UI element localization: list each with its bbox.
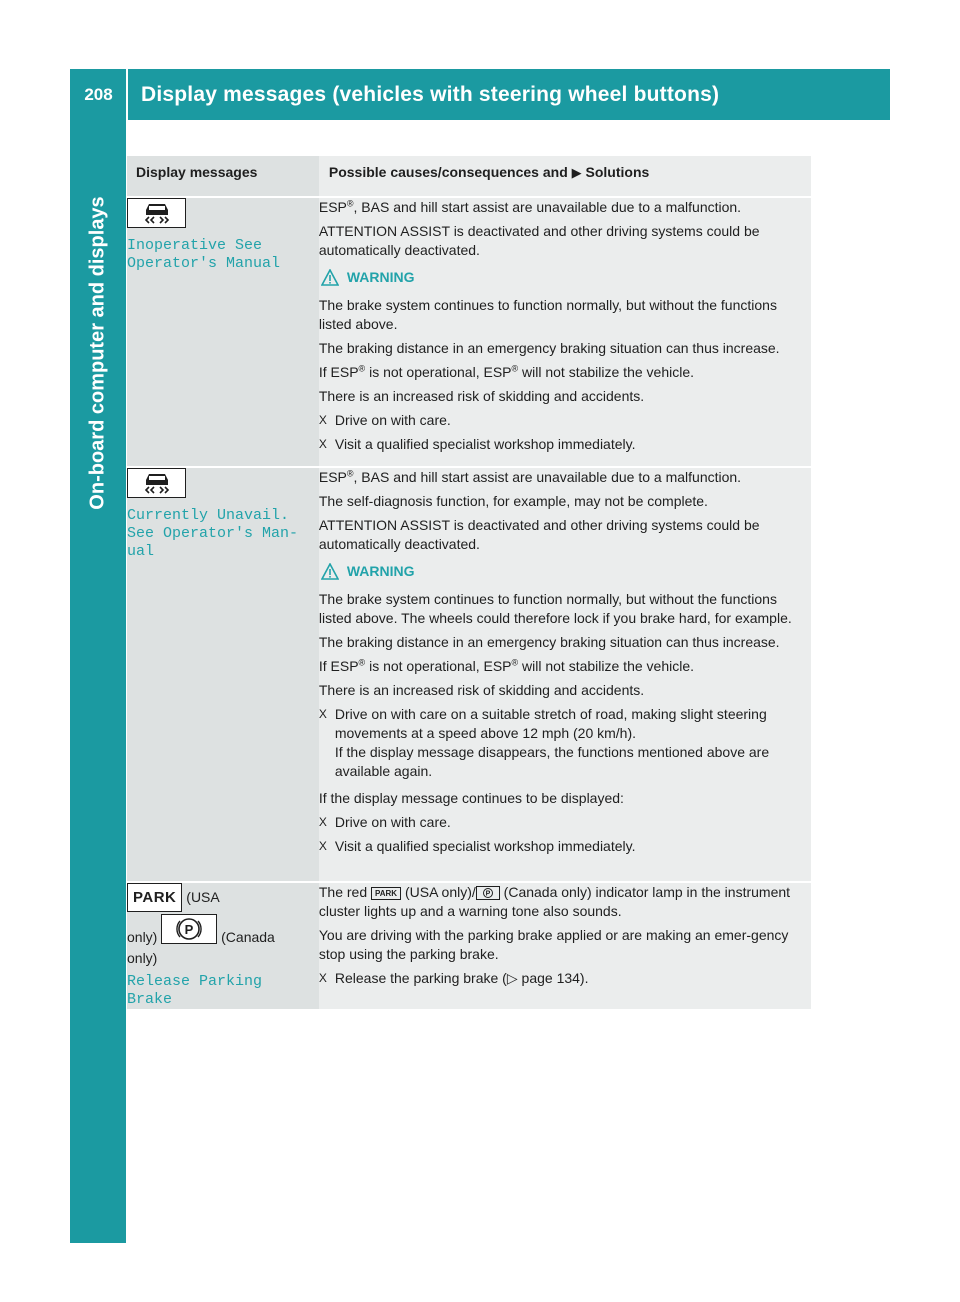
- instruction-step: [319, 813, 811, 832]
- paragraph: The braking distance in an emergency braking situation can thus increase.: [318, 634, 780, 650]
- paragraph: The self-diagnosis function, for example, may not be complete.: [318, 493, 708, 509]
- step-arrow-icon: X: [318, 707, 327, 721]
- step-text: Drive on with care.: [334, 814, 451, 830]
- paragraph: The braking distance in an emergency braking situation can thus increase.: [318, 340, 780, 356]
- instruction-step: [319, 411, 811, 430]
- step-arrow-icon: X: [318, 815, 327, 829]
- text: is not operational, ESP: [365, 658, 512, 674]
- text: is not operational, ESP: [365, 364, 512, 380]
- text: will not stabilize the vehicle.: [518, 364, 695, 380]
- canada-note: (Canada: [221, 929, 275, 945]
- parking-p-circle-icon: [161, 914, 217, 944]
- message-line: Release Parking: [127, 973, 263, 990]
- paragraph: [319, 198, 811, 217]
- warning-heading: [319, 562, 811, 581]
- registered-mark: ®: [358, 363, 366, 374]
- page-title: Display messages (vehicles with steering wheel buttons): [141, 82, 720, 106]
- message-line: See Operator's Man‐: [127, 525, 299, 542]
- step-text-line: Drive on with care on a suitable stretch of road, making slight steering movements at a speed above 12 mph (20 km/h).: [334, 706, 767, 741]
- paragraph: ATTENTION ASSIST is deactivated and other driving systems could be automatically deactivated.: [318, 517, 760, 552]
- instruction-step: [319, 705, 811, 781]
- step-text: Visit a qualified specialist workshop immediately.: [334, 838, 636, 854]
- message-line: Currently Unavail.: [127, 507, 290, 524]
- step-arrow-icon: X: [318, 971, 327, 985]
- usa-note: (USA: [186, 889, 220, 905]
- display-message-text: [127, 237, 319, 273]
- only-note: only): [127, 929, 158, 945]
- esp-skid-car-icon: [127, 468, 186, 498]
- side-tab-label: On-board computer and displays: [86, 196, 109, 510]
- step-arrow-icon: X: [318, 413, 327, 427]
- message-cell: [127, 468, 319, 881]
- text: If ESP: [318, 364, 359, 380]
- play-arrow-icon: ▶: [571, 165, 582, 180]
- warning-triangle-icon: [321, 563, 339, 580]
- paragraph: If the display message continues to be displayed:: [318, 790, 624, 806]
- text: , BAS and hill start assist are unavailable due to a malfunction.: [353, 199, 742, 215]
- message-cell: [127, 883, 319, 1009]
- message-line: Brake: [127, 991, 173, 1008]
- page-number: 208: [84, 84, 113, 104]
- text: (USA only)/: [404, 884, 476, 900]
- warning-label: WARNING: [346, 269, 415, 285]
- page-ref-icon: ▷: [506, 970, 518, 986]
- esp-label: ESP: [318, 469, 347, 485]
- text: will not stabilize the vehicle.: [518, 658, 695, 674]
- step-text: [335, 705, 811, 781]
- causes-cell: [319, 468, 811, 881]
- table-header-row: [127, 156, 811, 196]
- instruction-step: [319, 969, 811, 988]
- svg-text:P: P: [184, 922, 194, 937]
- svg-text:P: P: [485, 890, 491, 898]
- display-message-text: [127, 973, 319, 1009]
- warning-label: WARNING: [346, 563, 415, 579]
- header-divider: [126, 69, 128, 120]
- registered-mark: ®: [511, 363, 519, 374]
- instruction-step: [319, 837, 811, 856]
- message-line: Inoperative See: [127, 237, 263, 254]
- page-link[interactable]: page 134).: [517, 970, 589, 986]
- col-header-causes: [319, 156, 811, 196]
- paragraph: There is an increased risk of skidding and accidents.: [318, 388, 645, 404]
- warning-heading: [319, 268, 811, 287]
- paragraph: The brake system continues to function normally, but without the functions listed above. The wheels could therefore lock if you brake hard, for example.: [318, 591, 792, 626]
- col-header-display-messages: Display messages: [127, 156, 319, 196]
- canada-line: [127, 914, 319, 948]
- text: The red: [318, 884, 368, 900]
- esp-skid-car-icon: [127, 198, 186, 228]
- text: Release the parking brake (: [334, 970, 507, 986]
- table-row: [127, 468, 811, 881]
- paragraph: [319, 657, 811, 676]
- causes-cell: [319, 883, 811, 1009]
- registered-mark: ®: [346, 198, 354, 209]
- park-line: [127, 883, 319, 912]
- registered-mark: ®: [511, 657, 519, 668]
- registered-mark: ®: [358, 657, 366, 668]
- step-text: Drive on with care.: [334, 412, 451, 428]
- paragraph: The brake system continues to function normally, but without the functions listed above.: [318, 297, 777, 332]
- table-row: [127, 198, 811, 466]
- message-cell: [127, 198, 319, 466]
- message-line: ual: [127, 543, 155, 560]
- text: , BAS and hill start assist are unavailable due to a malfunction.: [353, 469, 742, 485]
- paragraph: There is an increased risk of skidding and accidents.: [318, 682, 645, 698]
- paragraph: [319, 468, 811, 487]
- esp-label: ESP: [318, 199, 347, 215]
- parking-lamp-icon: [476, 886, 500, 900]
- instruction-step: [319, 435, 811, 454]
- step-text: Visit a qualified specialist workshop immediately.: [334, 436, 636, 452]
- warning-triangle-icon: [321, 269, 339, 286]
- text: (Canada only) indicator lamp in the instrument cluster lights up and a warning tone also sounds.: [318, 884, 791, 919]
- text: If ESP: [318, 658, 359, 674]
- step-arrow-icon: X: [318, 839, 327, 853]
- paragraph: ATTENTION ASSIST is deactivated and other driving systems could be automatically deactivated.: [318, 223, 760, 258]
- paragraph: You are driving with the parking brake applied or are making an emer‐gency stop using the parking brake.: [318, 927, 789, 962]
- col-header-causes-pre: Possible causes/consequences and: [328, 164, 568, 180]
- step-arrow-icon: X: [318, 437, 327, 451]
- paragraph: [319, 883, 811, 921]
- step-text: [335, 969, 589, 988]
- paragraph: [319, 363, 811, 382]
- park-lamp-icon: PARK: [371, 887, 401, 900]
- messages-table: [127, 154, 811, 1011]
- message-line: Operator's Manual: [127, 255, 281, 272]
- display-message-text: [127, 507, 319, 561]
- causes-cell: [319, 198, 811, 466]
- table-row: [127, 883, 811, 1009]
- only-note: only): [127, 950, 158, 966]
- park-brake-icon: PARK: [127, 883, 182, 912]
- registered-mark: ®: [346, 468, 354, 479]
- col-header-causes-post: Solutions: [585, 164, 650, 180]
- step-text-line: If the display message disappears, the functions mentioned above are available again.: [334, 744, 770, 779]
